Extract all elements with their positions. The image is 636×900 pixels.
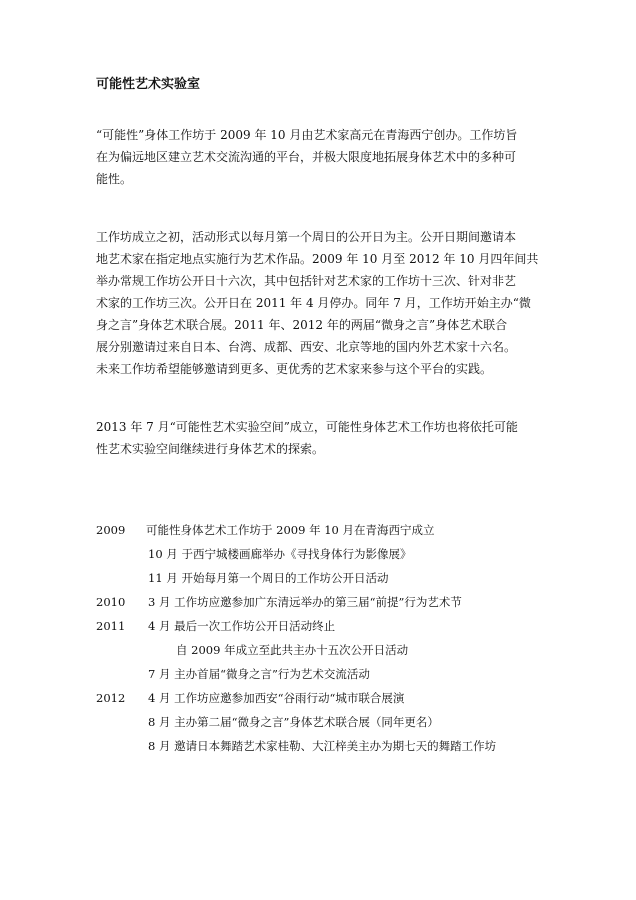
paragraph-line: “可能性”身体工作坊于 2009 年 10 月由艺术家高元在青海西宁创办。工作坊旨	[96, 128, 518, 142]
timeline-row	[96, 542, 556, 566]
paragraph-space	[96, 416, 546, 460]
timeline-event: 10 月 于西宁城楼画廊举办《寻找身体行为影像展》	[148, 547, 412, 561]
timeline-year: 2009	[96, 523, 126, 537]
timeline-event: 8 月 邀请日本舞踏艺术家桂勒、大江梓美主办为期七天的舞踏工作坊	[148, 739, 497, 753]
timeline-year: 2011	[96, 619, 126, 633]
paragraph-line: 术家的工作坊三次。公开日在 2011 年 4 月停办。同年 7 月，工作坊开始主办“微	[96, 296, 531, 310]
paragraph-line: 性艺术实验空间继续进行身体艺术的探索。	[96, 442, 325, 456]
timeline-event: 4 月 最后一次工作坊公开日活动终止	[148, 619, 336, 633]
paragraph-line: 能性。	[96, 172, 133, 186]
timeline-row	[96, 734, 556, 758]
timeline-year: 2010	[96, 595, 126, 609]
timeline-year: 2012	[96, 691, 126, 705]
timeline-row	[96, 662, 556, 686]
paragraph-line: 工作坊成立之初，活动形式以每月第一个周日的公开日为主。公开日期间邀请本	[96, 230, 517, 244]
timeline-event: 4 月 工作坊应邀参加西安“谷雨行动“城市联合展演	[148, 691, 405, 705]
timeline-event: 8 月 主办第二届“微身之言”身体艺术联合展（同年更名）	[148, 715, 439, 729]
paragraph-line: 展分别邀请过来自日本、台湾、成都、西安、北京等地的国内外艺术家十六名。	[96, 340, 517, 354]
timeline-event: 7 月 主办首届“微身之言”行为艺术交流活动	[148, 667, 370, 681]
timeline-event: 3 月 工作坊应邀参加广东清远举办的第三届“前提”行为艺术节	[148, 595, 462, 609]
paragraph-line: 身之言”身体艺术联合展。2011 年、2012 年的两届“微身之言”身体艺术联合	[96, 318, 508, 332]
paragraph-line: 2013 年 7 月“可能性艺术实验空间”成立，可能性身体艺术工作坊也将依托可能	[96, 420, 518, 434]
paragraph-line: 地艺术家在指定地点实施行为艺术作品。2009 年 10 月至 2012 年 10 月四年间共	[96, 252, 539, 266]
paragraph-history	[96, 226, 546, 380]
paragraph-line: 在为偏远地区建立艺术交流沟通的平台，并极大限度地拓展身体艺术中的多种可	[96, 150, 517, 164]
timeline-row	[96, 566, 556, 590]
timeline-row	[96, 590, 556, 614]
paragraph-intro	[96, 124, 546, 190]
timeline-row	[96, 710, 556, 734]
timeline-event: 11 月 开始每月第一个周日的工作坊公开日活动	[148, 571, 389, 585]
timeline	[96, 518, 556, 758]
paragraph-line: 未来工作坊希望能够邀请到更多、更优秀的艺术家来参与这个平台的实践。	[96, 362, 493, 376]
document-title: 可能性艺术实验室	[96, 77, 201, 92]
timeline-row	[96, 686, 556, 710]
timeline-event: 可能性身体艺术工作坊于 2009 年 10 月在青海西宁成立	[146, 523, 435, 537]
paragraph-line: 举办常规工作坊公开日十六次，其中包括针对艺术家的工作坊十三次、针对非艺	[96, 274, 517, 288]
timeline-row	[96, 614, 556, 638]
timeline-event: 自 2009 年成立至此共主办十五次公开日活动	[176, 643, 409, 657]
timeline-row	[96, 638, 556, 662]
timeline-row	[96, 518, 556, 542]
